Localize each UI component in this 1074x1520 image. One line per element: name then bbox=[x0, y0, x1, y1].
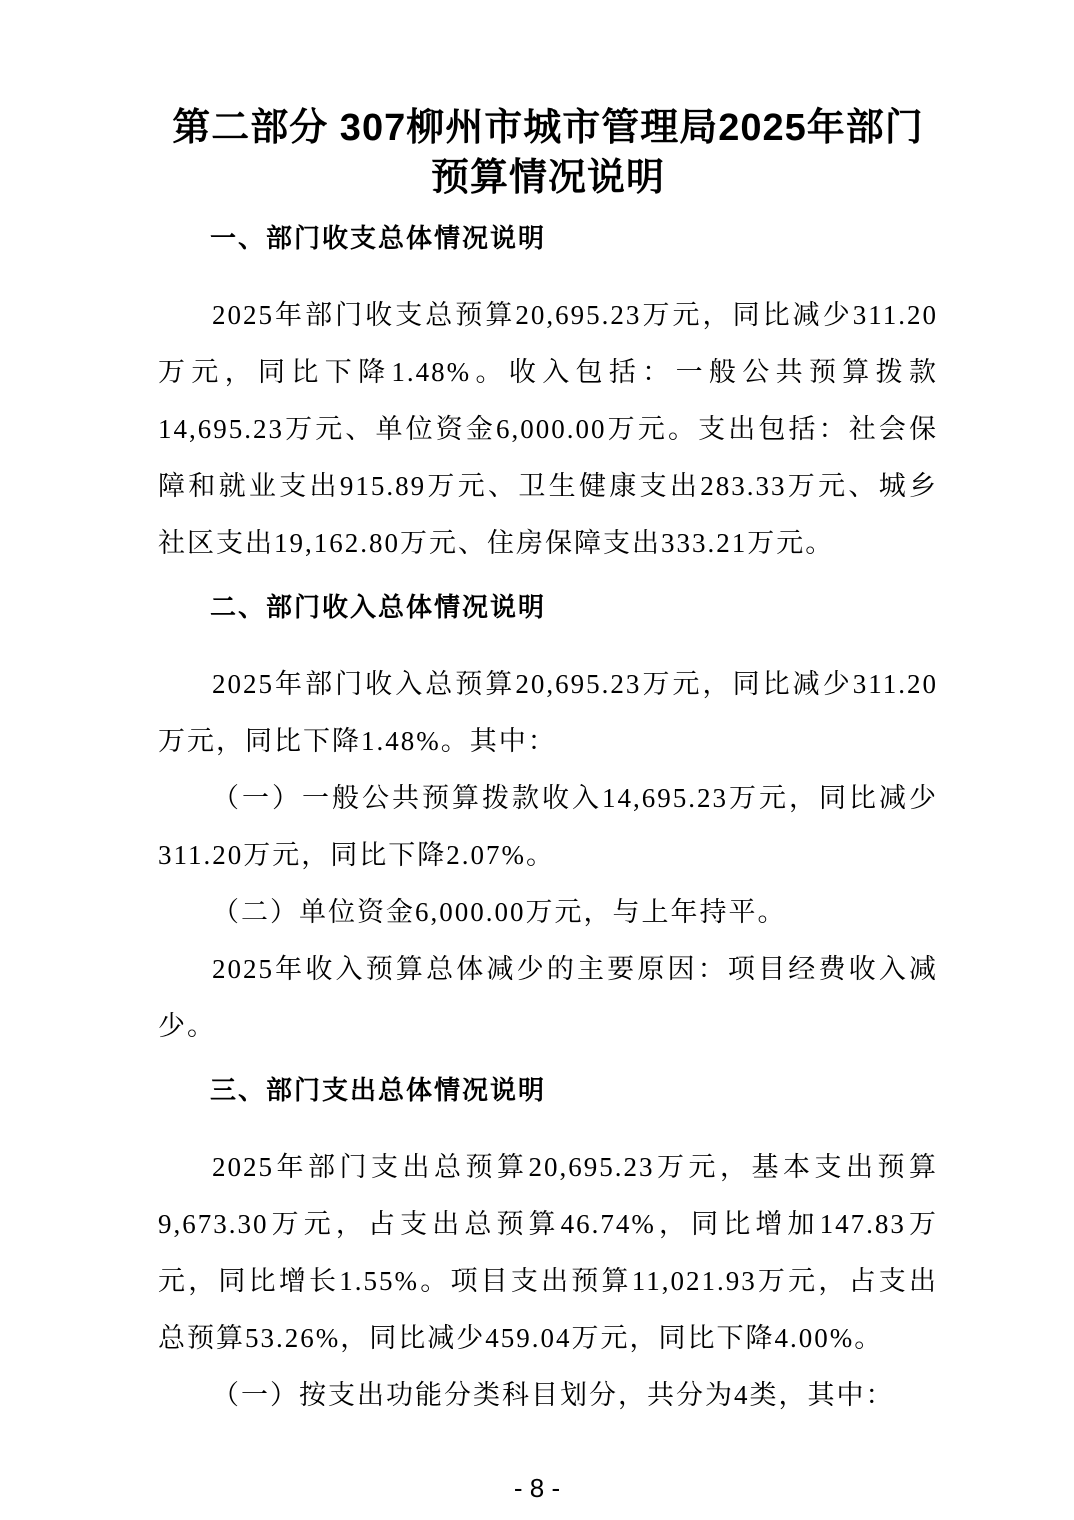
section-heading-1: 一、部门收支总体情况说明 bbox=[210, 223, 547, 253]
paragraph: 2025年部门收支总预算20,695.23万元，同比减少311.20万元，同比下降1.48%。收入包括：一般公共预算拨款14,695.23万元、单位资金6,000.00万元。支出包括：社会保障和就业支出915.89万元、卫生健康支出283.33万元、城乡社区支出19,162.80万元、住房保障支出333.21万元。 bbox=[158, 300, 938, 558]
section-income-expenditure-overview bbox=[158, 223, 938, 572]
page-number: - 8 - bbox=[513, 1473, 561, 1503]
document-title-line-2: 预算情况说明 bbox=[430, 157, 665, 199]
paragraph: 2025年部门支出总预算20,695.23万元，基本支出预算9,673.30万元，占支出总预算46.74%，同比增加147.83万元，同比增长1.55%。项目支出预算11,021.93万元，占支出总预算53.26%，同比减少459.04万元，同比下降4.00%。 bbox=[158, 1152, 938, 1353]
paragraph: （一）一般公共预算拨款收入14,695.23万元，同比减少311.20万元，同比下降2.07%。 bbox=[158, 783, 938, 870]
section-heading-2: 二、部门收入总体情况说明 bbox=[210, 592, 547, 622]
section-income-overview bbox=[158, 592, 938, 1055]
paragraph: 2025年收入预算总体减少的主要原因：项目经费收入减少。 bbox=[158, 954, 938, 1041]
section-heading-3: 三、部门支出总体情况说明 bbox=[210, 1075, 547, 1105]
paragraph: 2025年部门收入总预算20,695.23万元，同比减少311.20万元，同比下降1.48%。其中： bbox=[158, 669, 938, 756]
document-title bbox=[158, 103, 938, 203]
document-title-line-1: 第二部分 307柳州市城市管理局2025年部门 bbox=[172, 107, 924, 149]
paragraph: （一）按支出功能分类科目划分，共分为4类，其中： bbox=[212, 1380, 895, 1410]
paragraph: （二）单位资金6,000.00万元，与上年持平。 bbox=[212, 897, 787, 927]
page-footer bbox=[0, 1473, 1074, 1504]
section-expenditure-overview bbox=[158, 1075, 938, 1424]
